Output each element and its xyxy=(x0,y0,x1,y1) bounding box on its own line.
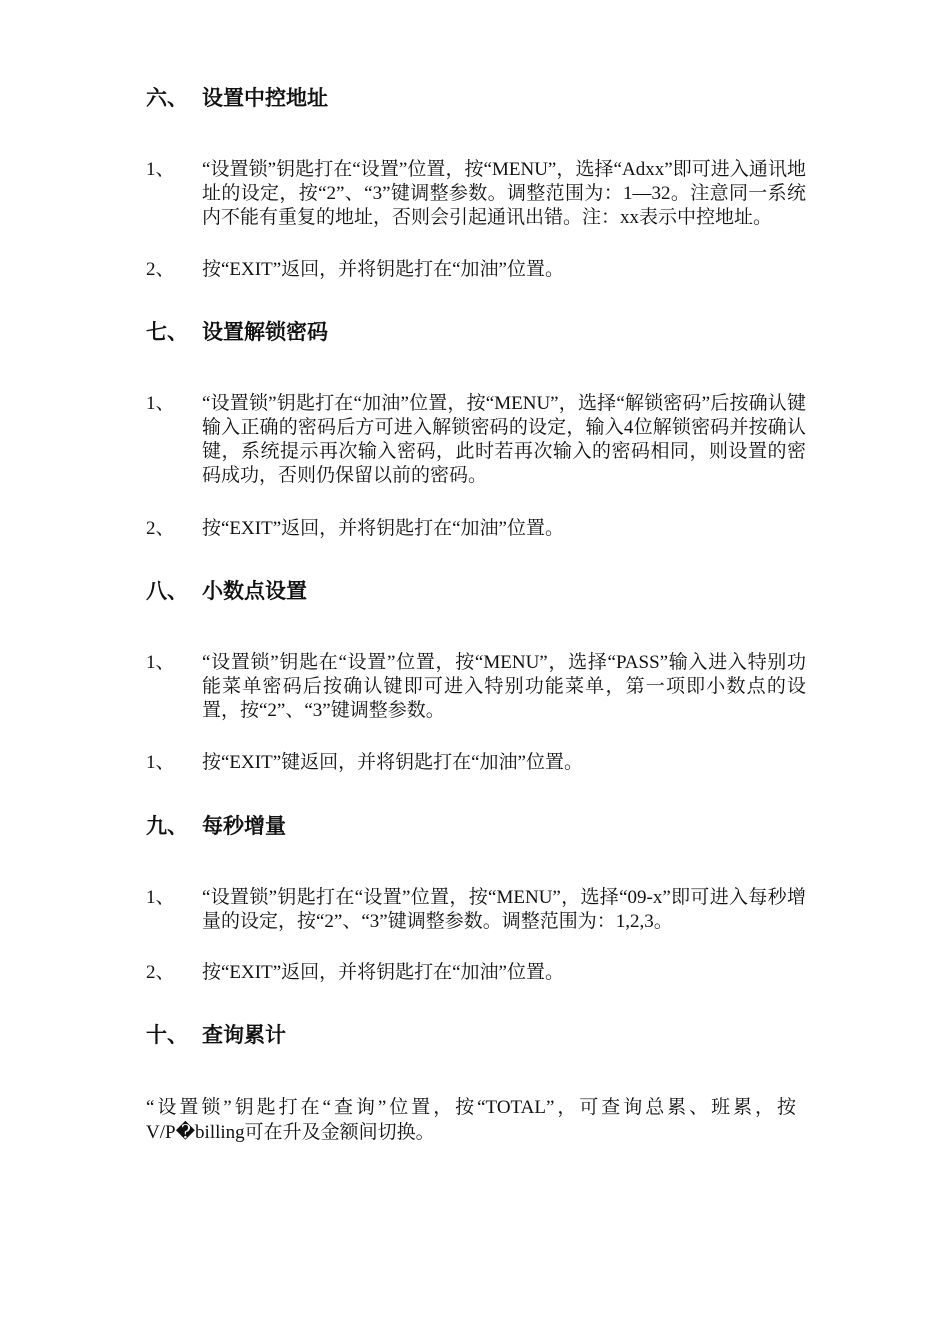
list-marker: 1、 xyxy=(146,393,175,414)
section-number: 七、 xyxy=(146,320,188,344)
section-title: 设置中控地址 xyxy=(202,86,328,110)
list-item xyxy=(146,158,806,230)
section-title: 查询累计 xyxy=(202,1023,286,1047)
section-heading xyxy=(146,316,328,346)
paragraph: “设置锁”钥匙打在“查询”位置，按“TOTAL”，可查询总累、班累，按V/P�billing可在升及金额间切换。 xyxy=(146,1097,796,1143)
list-item-text: 按“EXIT”返回，并将钥匙打在“加油”位置。 xyxy=(202,518,564,539)
section-heading xyxy=(146,82,328,112)
list-item xyxy=(146,258,806,282)
section-heading xyxy=(146,575,307,605)
list-marker: 1、 xyxy=(146,887,175,908)
list-item-text: “设置锁”钥匙打在“设置”位置，按“MENU”，选择“Adxx”即可进入通讯地址的设定，按“2”、“3”键调整参数。调整范围为：1—32。注意同一系统内不能有重复的地址，否则会引起通讯出错。注：xx表示中控地址。 xyxy=(202,159,806,228)
section-title: 小数点设置 xyxy=(202,579,307,603)
section-heading xyxy=(146,1019,286,1049)
section-number: 九、 xyxy=(146,814,188,838)
list-marker: 1、 xyxy=(146,159,175,180)
list-item xyxy=(146,517,806,541)
list-marker: 1、 xyxy=(146,752,175,773)
list-marker: 2、 xyxy=(146,518,175,539)
list-item xyxy=(146,886,806,934)
section-heading xyxy=(146,810,286,840)
section-title: 每秒增量 xyxy=(202,814,286,838)
list-item-text: “设置锁”钥匙打在“设置”位置，按“MENU”，选择“09-x”即可进入每秒增量的设定，按“2”、“3”键调整参数。调整范围为：1,2,3。 xyxy=(202,887,806,932)
list-marker: 2、 xyxy=(146,259,175,280)
list-item-text: “设置锁”钥匙在“设置”位置，按“MENU”，选择“PASS”输入进入特别功能菜单密码后按确认键即可进入特别功能菜单，第一项即小数点的设置，按“2”、“3”键调整参数。 xyxy=(202,652,806,721)
list-item-text: “设置锁”钥匙打在“加油”位置，按“MENU”，选择“解锁密码”后按确认键输入正确的密码后方可进入解锁密码的设定，输入4位解锁密码并按确认键，系统提示再次输入密码，此时若再次输入的密码相同，则设置的密码成功，否则仍保留以前的密码。 xyxy=(202,393,806,486)
list-item xyxy=(146,392,806,488)
section-number: 八、 xyxy=(146,579,188,603)
list-item-text: 按“EXIT”键返回，并将钥匙打在“加油”位置。 xyxy=(202,752,583,773)
list-marker: 1、 xyxy=(146,652,175,673)
list-item xyxy=(146,651,806,723)
section-title: 设置解锁密码 xyxy=(202,320,328,344)
list-item xyxy=(146,961,806,985)
list-item-text: 按“EXIT”返回，并将钥匙打在“加油”位置。 xyxy=(202,962,564,983)
section-number: 六、 xyxy=(146,86,188,110)
list-item xyxy=(146,751,806,775)
list-item-text: 按“EXIT”返回，并将钥匙打在“加油”位置。 xyxy=(202,259,564,280)
list-marker: 2、 xyxy=(146,962,175,983)
section-number: 十、 xyxy=(146,1023,188,1047)
